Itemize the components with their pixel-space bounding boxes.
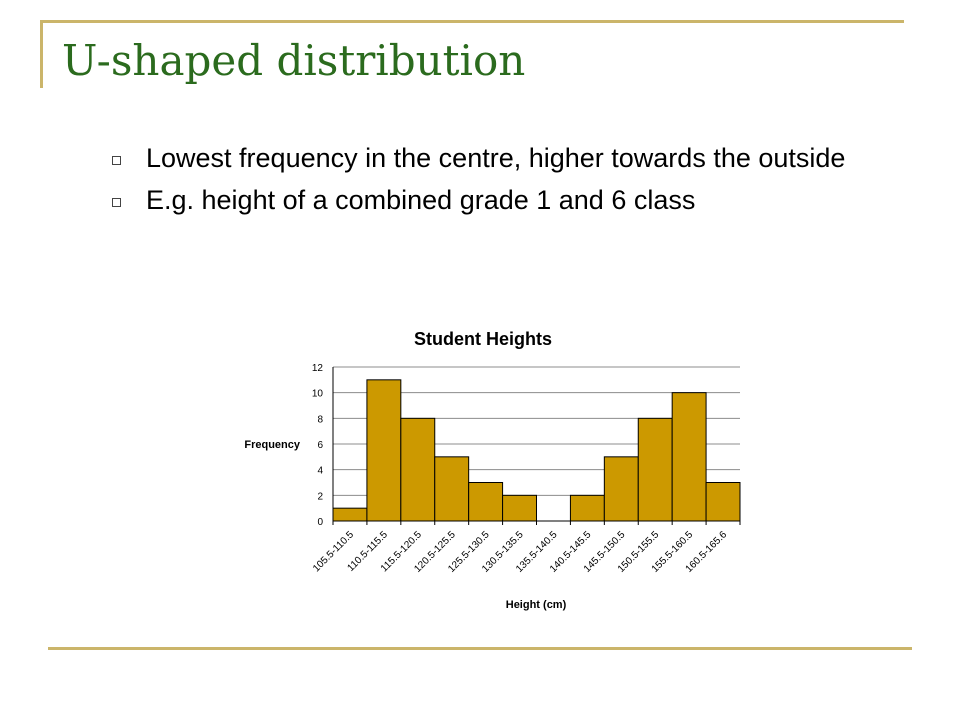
bullet-item (112, 142, 872, 175)
histogram-bar (469, 483, 503, 522)
x-tick-label: 145.5-150.5 (581, 529, 628, 575)
x-tick-label: 150.5-155.5 (615, 529, 662, 575)
plot-area (311, 363, 740, 575)
x-axis-label: Height (cm) (505, 599, 567, 611)
x-tick-label: 105.5-110.5 (311, 529, 357, 575)
x-tick-label: 135.5-140.5 (514, 529, 560, 575)
square-bullet-icon (112, 156, 121, 165)
histogram-bar (401, 418, 435, 521)
x-tick-label: 160.5-165.6 (683, 529, 730, 575)
histogram-bar (604, 457, 638, 521)
bullet-item (112, 184, 872, 217)
y-tick-label: 6 (317, 440, 323, 451)
bullet-text: E.g. height of a combined grade 1 and 6 class (146, 185, 696, 215)
histogram-bar (333, 508, 367, 521)
x-tick-label: 140.5-145.5 (547, 529, 594, 575)
y-tick-label: 10 (311, 388, 323, 400)
x-tick-label: 125.5-130.5 (446, 529, 492, 575)
bullet-list (112, 142, 872, 226)
x-tick-label: 120.5-125.5 (412, 529, 458, 575)
y-tick-label: 2 (317, 491, 323, 503)
chart-title: Student Heights (414, 329, 552, 349)
histogram-bar (706, 483, 740, 522)
histogram-bar (435, 457, 469, 521)
y-tick-label: 8 (317, 414, 323, 426)
bullet-text: Lowest frequency in the centre, higher towards the outside (146, 143, 846, 173)
histogram-bar (570, 495, 604, 521)
x-tick-label: 110.5-115.5 (345, 529, 390, 574)
histogram-bar (503, 495, 537, 521)
y-tick-label: 12 (311, 363, 323, 374)
slide-title: U-shaped distribution (62, 36, 526, 85)
x-tick-label: 155.5-160.5 (649, 529, 696, 575)
slide-frame-left (40, 20, 43, 88)
x-tick-label: 115.5-120.5 (378, 529, 424, 575)
x-tick-label: 130.5-135.5 (480, 529, 526, 575)
y-tick-label: 0 (317, 517, 323, 528)
slide-frame-bottom (48, 647, 912, 650)
histogram-bar (367, 380, 401, 521)
histogram-chart (225, 315, 765, 620)
slide-frame-top (40, 20, 904, 23)
y-axis-label: Frequency (244, 439, 300, 451)
square-bullet-icon (112, 198, 121, 207)
histogram-bar (672, 393, 706, 521)
histogram-bar (638, 418, 672, 521)
y-tick-label: 4 (317, 465, 323, 477)
